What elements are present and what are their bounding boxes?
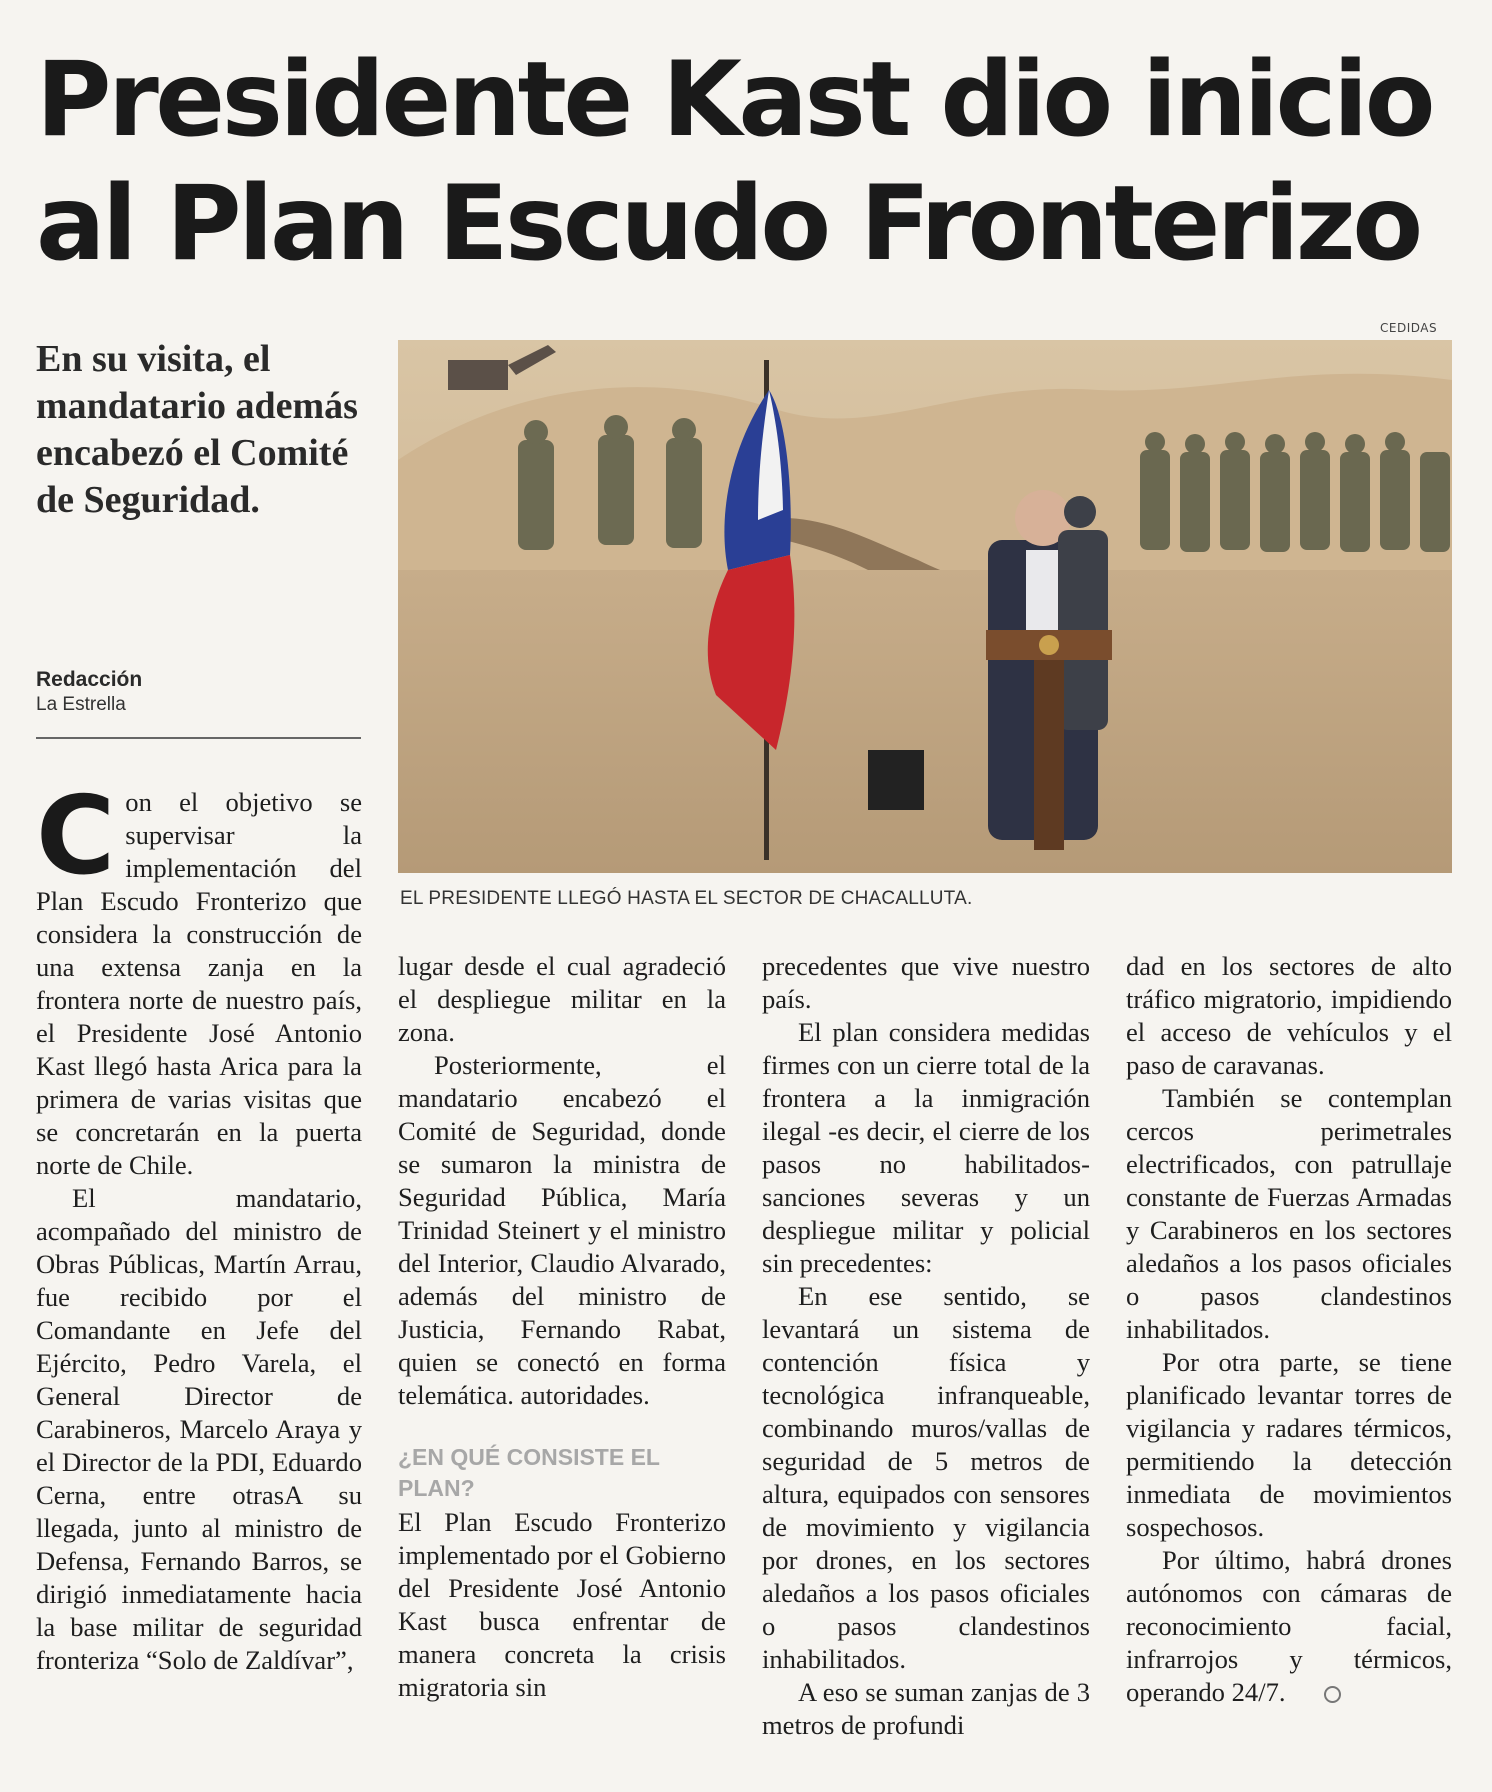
- photo-credit: CEDIDAS: [1380, 321, 1438, 335]
- drop-cap: C: [36, 774, 116, 899]
- byline-outlet: La Estrella: [36, 694, 126, 715]
- paragraph-6: En ese sentido, se levantará un sistema de contención física y tecnológica infranqueable, combinando muros/vallas de seguridad de 5 metros de altura, equipados con sensores de movimiento y vigilancia por drones, en los sectores aledaños a los pasos oficiales o pasos clandestinos inhabilitados.: [762, 1281, 1090, 1674]
- paragraph-8: También se contemplan cercos perimetrales electrificados, con patrullaje constante de Fuerzas Armadas y Carabineros en los sectores aledaños a los pasos oficiales o pasos clandestinos inhabilitados.: [1126, 1083, 1452, 1344]
- paragraph-1: [36, 774, 362, 1182]
- article-photo: [398, 340, 1452, 873]
- paragraph-7: A eso se suman zanjas de 3 metros de profundi: [762, 1677, 1090, 1740]
- paragraph-2-continued: lugar desde el cual agradeció el despliegue militar en la zona.: [398, 951, 726, 1047]
- byline-author: Redacción: [36, 668, 143, 691]
- paragraph-1-text: on el objetivo se supervisar la implementación del Plan Escudo Fronterizo que considera la construcción de una extensa zanja en la frontera norte de nuestro país, el Presidente José Antonio Kast llegó hasta Arica para la primera de varias visitas que se concretarán en la puerta norte de Chile.: [36, 787, 362, 1180]
- article-column-2: [398, 950, 726, 1704]
- article-column-1: [36, 774, 362, 1677]
- paragraph-10: [1126, 1544, 1452, 1709]
- paragraph-4: El Plan Escudo Fronterizo implementado por el Gobierno del Presidente José Antonio Kast busca enfrentar de manera concreta la crisis migratoria sin: [398, 1507, 726, 1702]
- paragraph-9: Por otra parte, se tiene planificado levantar torres de vigilancia y radares térmicos, permitiendo la detección inmediata de movimientos sospechosos.: [1126, 1347, 1452, 1542]
- end-of-article-icon: [1324, 1686, 1341, 1703]
- byline: [36, 668, 142, 716]
- photo-ground: [398, 570, 1452, 873]
- subhead: En su visita, el mandatario además encabezó el Comité de Seguridad.: [36, 338, 358, 521]
- paragraph-4-continued: precedentes que vive nuestro país.: [762, 951, 1090, 1014]
- paragraph-10-text: Por último, habrá drones autónomos con cámaras de reconocimiento facial, infrarrojos y térmicos, operando 24/7.: [1126, 1545, 1452, 1707]
- article-column-4: [1126, 950, 1452, 1709]
- section-title: ¿EN QUÉ CONSISTE EL PLAN?: [398, 1444, 660, 1501]
- byline-divider: [36, 737, 361, 739]
- article-column-3: [762, 950, 1090, 1742]
- paragraph-3: Posteriormente, el mandatario encabezó el Comité de Seguridad, donde se sumaron la ministra de Seguridad Pública, María Trinidad Steinert y el ministro del Interior, Claudio Alvarado, además del ministro de Justicia, Fernando Rabat, quien se conectó en forma telemática. autoridades.: [398, 1050, 726, 1410]
- photo-caption: EL PRESIDENTE LLEGÓ HASTA EL SECTOR DE CHACALLUTA.: [400, 888, 973, 909]
- photo-soldiers-left: [518, 415, 702, 550]
- photo-speaker: [868, 750, 924, 810]
- headline-line-1: Presidente Kast dio inicio: [36, 40, 1433, 160]
- paragraph-5: El plan considera medidas firmes con un cierre total de la frontera a la inmigración ilegal -es decir, el cierre de los pasos no habilitados- sanciones severas y un despliegue militar y policial sin precedentes:: [762, 1017, 1090, 1278]
- headline: [36, 38, 1456, 286]
- photo-guard: [1058, 496, 1108, 730]
- photo-illustration: [398, 340, 1452, 873]
- headline-line-2: al Plan Escudo Fronterizo: [36, 164, 1420, 284]
- paragraph-7-continued: dad en los sectores de alto tráfico migratorio, impidiendo el acceso de vehículos y el paso de caravanas.: [1126, 951, 1452, 1080]
- paragraph-2: El mandatario, acompañado del ministro de Obras Públicas, Martín Arrau, fue recibido por el Comandante en Jefe del Ejército, Pedro Varela, el General Director de Carabineros, Marcelo Araya y el Director de la PDI, Eduardo Cerna, entre otrasA su llegada, junto al ministro de Defensa, Fernando Barros, se dirigió inmediatamente hacia la base militar de seguridad fronteriza “Solo de Zaldívar”,: [36, 1183, 362, 1675]
